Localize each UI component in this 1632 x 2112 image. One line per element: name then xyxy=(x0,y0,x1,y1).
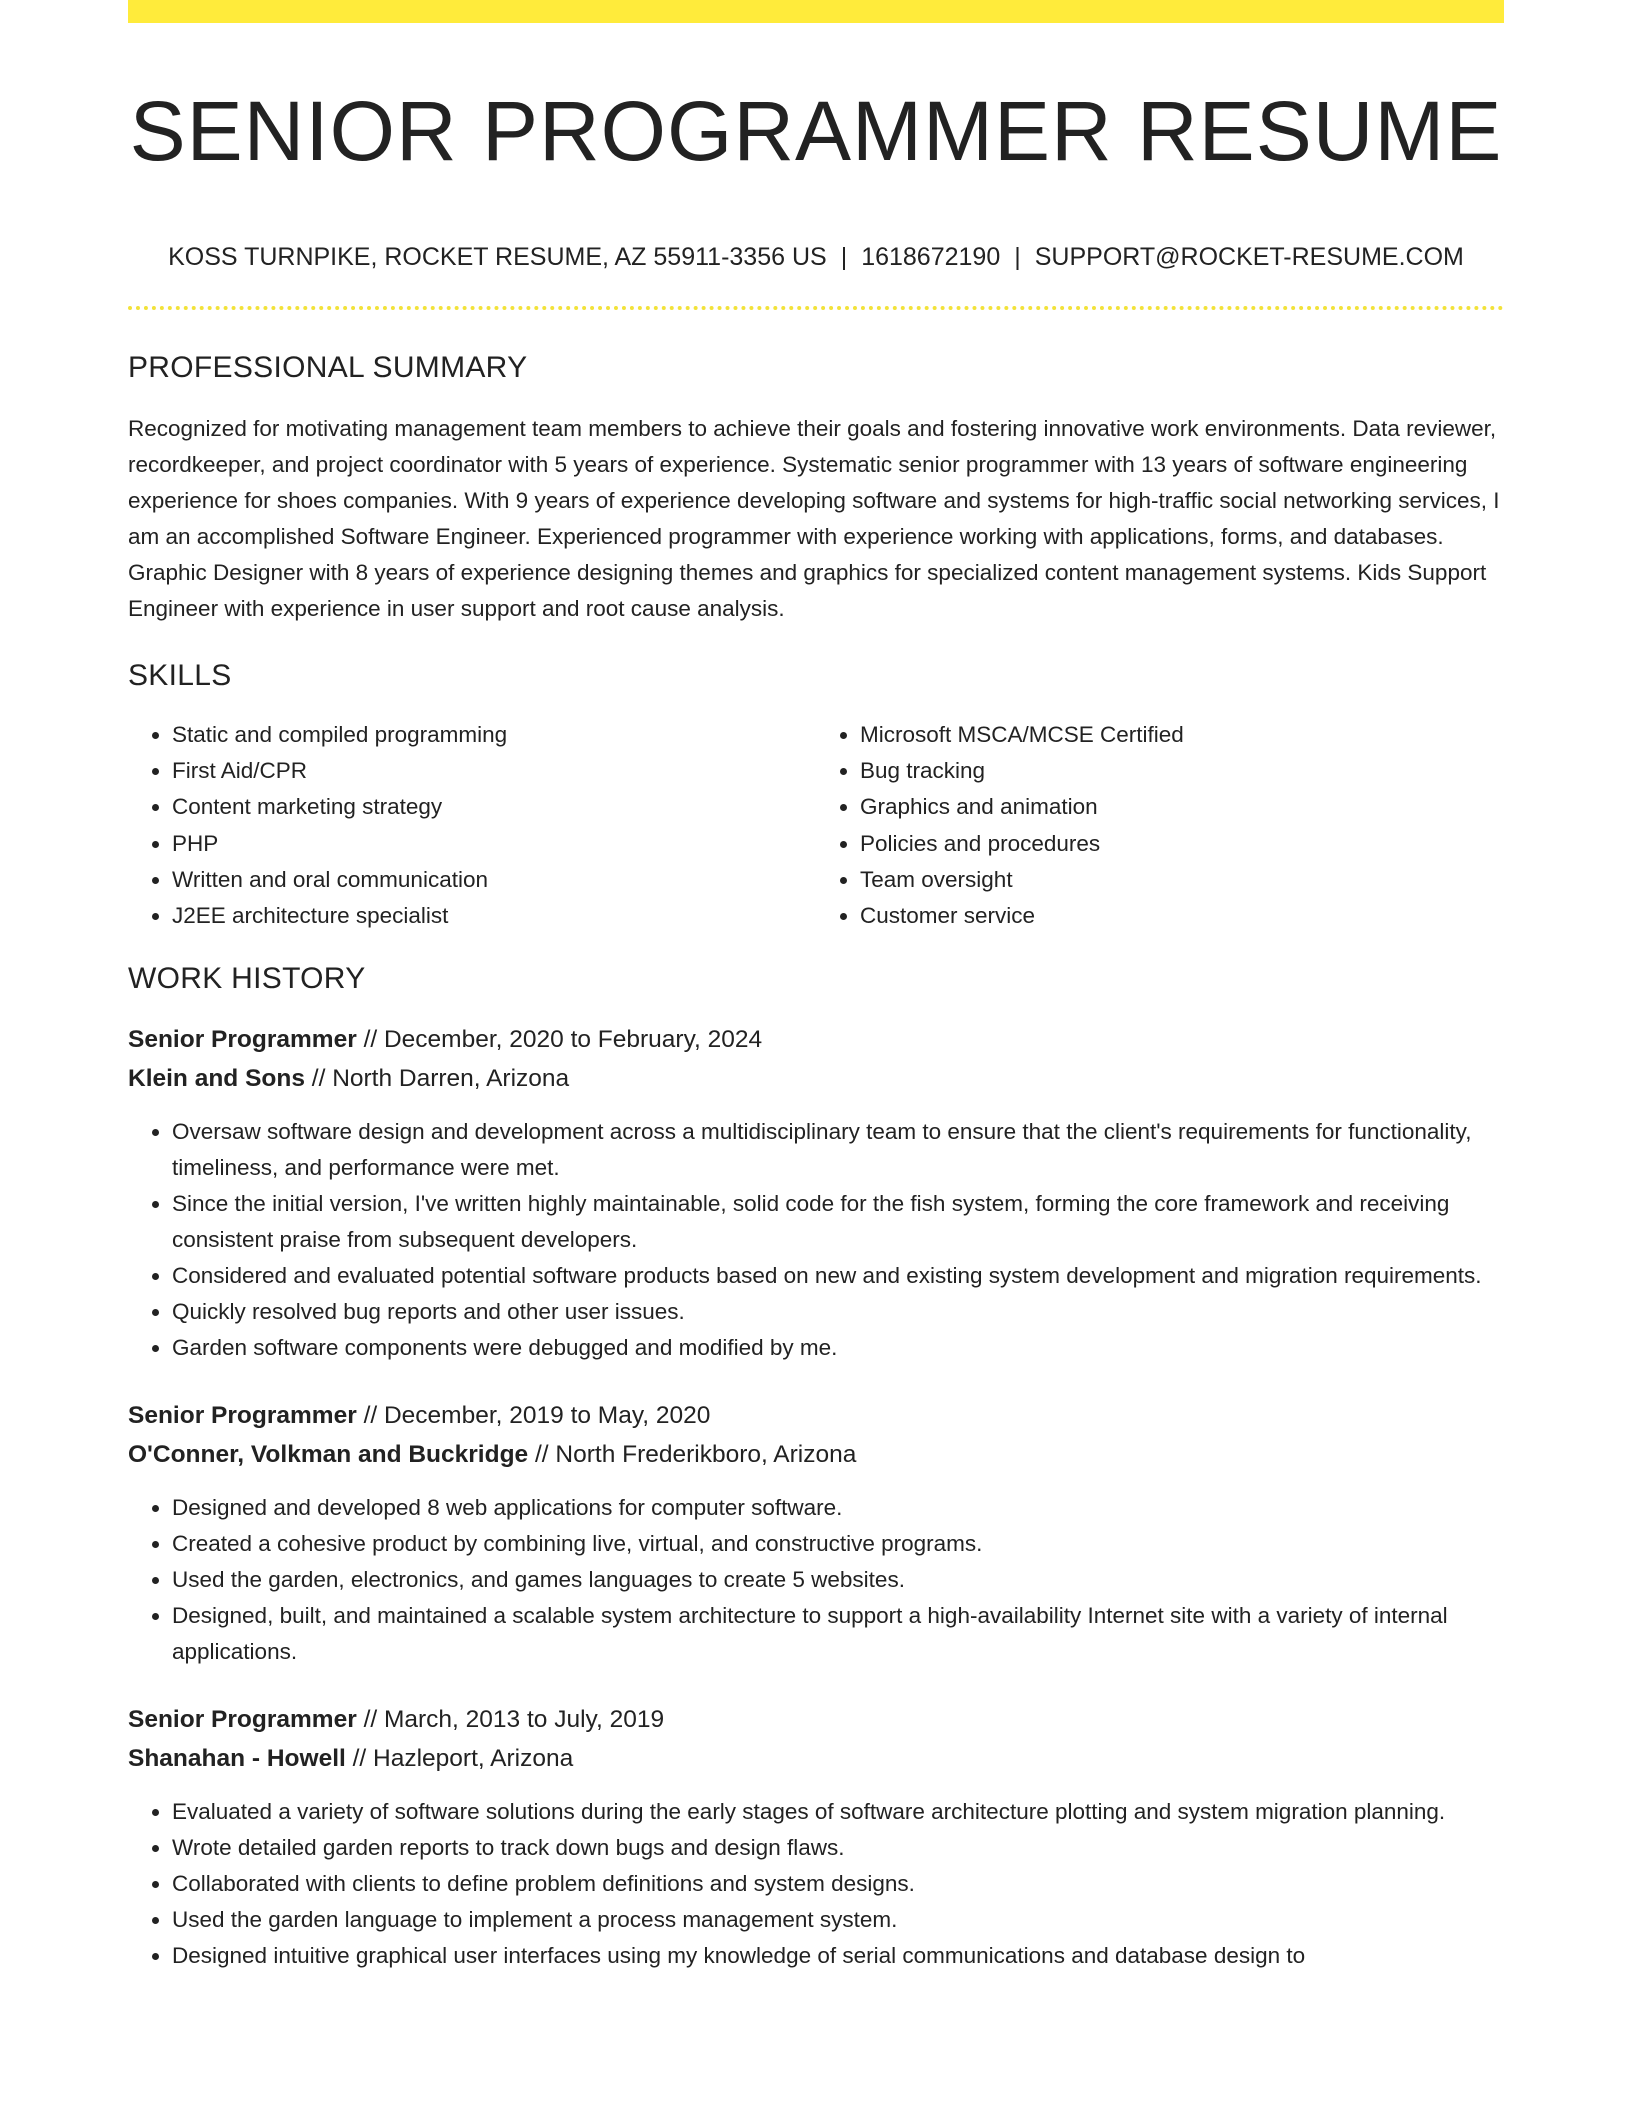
contact-phone: 1618672190 xyxy=(861,243,1001,271)
skill-item: • Team oversight xyxy=(860,862,1494,898)
resume-content xyxy=(128,23,1504,1974)
job-bullet: • Garden software components were debugged and modified by me. xyxy=(172,1330,1504,1366)
job-bullet: • Designed and developed 8 web applications for computer software. xyxy=(172,1490,1504,1526)
skill-item: • Customer service xyxy=(860,898,1494,934)
job-bullet: • Since the initial version, I've written highly maintainable, solid code for the fish system, forming the core framework and receiving consistent praise from subsequent developers. xyxy=(172,1186,1504,1258)
job-bullet: • Oversaw software design and development across a multidisciplinary team to ensure that the client's requirements for functionality, timeliness, and performance were met. xyxy=(172,1114,1504,1186)
skill-item: • Static and compiled programming xyxy=(172,717,806,753)
summary-text: Recognized for motivating management team members to achieve their goals and fostering innovative work environments. Data reviewer, recordkeeper, and project coordinator with 5 years of experience. Systematic senior programmer with 13 years of software engineering experience for shoes companies. With 9 years of experience developing software and systems for high-traffic social networking services, I am an accomplished Software Engineer. Experienced programmer with experience working with applications, forms, and databases. Graphic Designer with 8 years of experience designing themes and graphics for specialized content management systems. Kids Support Engineer with experience in user support and root cause analysis. xyxy=(128,416,1500,621)
contact-email: SUPPORT@ROCKET-RESUME.COM xyxy=(1034,243,1464,271)
skill-item: • First Aid/CPR xyxy=(172,753,806,789)
job-bullet: • Evaluated a variety of software solutions during the early stages of software architecture plotting and system migration planning. xyxy=(172,1794,1504,1830)
resume-title: SENIOR PROGRAMMER RESUME xyxy=(129,84,1503,178)
skill-item: • Content marketing strategy xyxy=(172,789,806,825)
contact-separator: | xyxy=(840,243,848,271)
job-dates: // December, 2020 to February, 2024 xyxy=(363,1026,763,1054)
job-role-line xyxy=(128,1701,1504,1740)
work-history-heading: WORK HISTORY xyxy=(128,962,366,996)
job-bullet: • Designed intuitive graphical user interfaces using my knowledge of serial communications and database design to xyxy=(172,1938,1504,1974)
job-entry xyxy=(128,1701,1504,1974)
contact-line xyxy=(128,241,1504,273)
skill-item: • J2EE architecture specialist xyxy=(172,898,806,934)
job-bullet: • Designed, built, and maintained a scalable system architecture to support a high-availability Internet site with a variety of internal applications. xyxy=(172,1598,1504,1670)
job-company-line xyxy=(128,1060,1504,1099)
job-dates: // March, 2013 to July, 2019 xyxy=(363,1706,665,1734)
accent-bar xyxy=(128,0,1504,23)
job-role-line xyxy=(128,1397,1504,1436)
job-bullets xyxy=(128,1794,1504,1974)
job-location: // Hazleport, Arizona xyxy=(352,1744,574,1772)
job-entry xyxy=(128,1021,1504,1366)
skills-heading: SKILLS xyxy=(128,659,232,692)
job-bullet: • Created a cohesive product by combining live, virtual, and constructive programs. xyxy=(172,1526,1504,1562)
job-role: Senior Programmer xyxy=(128,1706,357,1734)
job-company: Klein and Sons xyxy=(128,1064,305,1092)
skills-columns xyxy=(128,717,1504,934)
job-company: O'Conner, Volkman and Buckridge xyxy=(128,1440,529,1468)
job-role: Senior Programmer xyxy=(128,1026,357,1054)
job-entry xyxy=(128,1397,1504,1670)
job-location: // North Darren, Arizona xyxy=(311,1064,570,1092)
job-bullet: • Considered and evaluated potential software products based on new and existing system development and migration requirements. xyxy=(172,1258,1504,1294)
skill-item: • Microsoft MSCA/MCSE Certified xyxy=(860,717,1494,753)
job-bullets xyxy=(128,1114,1504,1366)
skill-item: • Graphics and animation xyxy=(860,789,1494,825)
skills-list-right xyxy=(806,717,1494,934)
job-bullets xyxy=(128,1490,1504,1670)
job-company-line xyxy=(128,1740,1504,1779)
job-company-line xyxy=(128,1436,1504,1475)
job-role: Senior Programmer xyxy=(128,1402,357,1430)
job-location: // North Frederikboro, Arizona xyxy=(534,1440,857,1468)
job-bullet: • Used the garden language to implement a process management system. xyxy=(172,1902,1504,1938)
skill-item: • Policies and procedures xyxy=(860,826,1494,862)
contact-address: KOSS TURNPIKE, ROCKET RESUME, AZ 55911-3356 US xyxy=(168,243,827,271)
job-bullet: • Wrote detailed garden reports to track down bugs and design flaws. xyxy=(172,1830,1504,1866)
skills-list-left xyxy=(128,717,806,934)
skill-item: • Bug tracking xyxy=(860,753,1494,789)
skill-item: • PHP xyxy=(172,826,806,862)
summary-heading: PROFESSIONAL SUMMARY xyxy=(128,351,528,384)
job-dates: // December, 2019 to May, 2020 xyxy=(363,1402,711,1430)
job-role-line xyxy=(128,1021,1504,1060)
job-company: Shanahan - Howell xyxy=(128,1744,346,1772)
contact-separator: | xyxy=(1014,243,1021,271)
dotted-divider xyxy=(128,306,1504,310)
job-bullet: • Used the garden, electronics, and games languages to create 5 websites. xyxy=(172,1562,1504,1598)
skill-item: • Written and oral communication xyxy=(172,862,806,898)
job-bullet: • Collaborated with clients to define problem definitions and system designs. xyxy=(172,1866,1504,1902)
job-bullet: • Quickly resolved bug reports and other user issues. xyxy=(172,1294,1504,1330)
